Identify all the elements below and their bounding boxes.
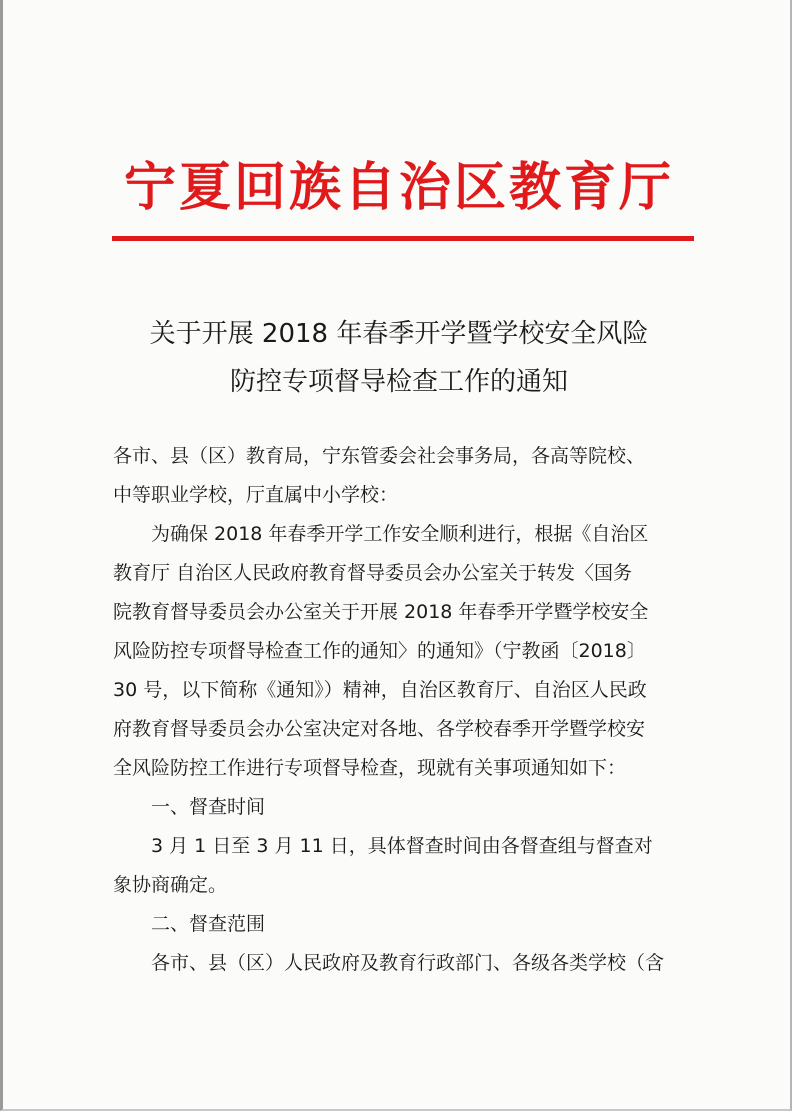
paragraph-1-line-6: 府教育督导委员会办公室决定对各地、各学校春季开学暨学校安 — [113, 718, 646, 740]
document-title-line-2: 防控专项督导检查工作的通知 — [229, 367, 568, 397]
paragraph-1-line-3: 院教育督导委员会办公室关于开展 2018 年春季开学暨学校安全 — [113, 601, 649, 623]
document-title-line-1: 关于开展 2018 年春季开学暨学校安全风险 — [149, 319, 649, 349]
paragraph-1-line-4: 风险防控专项督导检查工作的通知〉的通知》（宁教函〔2018〕 — [113, 640, 646, 662]
addressee-line-1: 各市、县（区）教育局，宁东管委会社会事务局，各高等院校、 — [113, 445, 646, 467]
section-2-line-1: 各市、县（区）人民政府及教育行政部门、各级各类学校（含 — [151, 952, 665, 974]
addressee-line-2: 中等职业学校，厅直属中小学校： — [113, 484, 399, 506]
paragraph-1-line-7: 全风险防控工作进行专项督导检查，现就有关事项通知如下： — [113, 757, 627, 779]
paragraph-1-line-2: 教育厅 自治区人民政府教育督导委员会办公室关于转发〈国务 — [113, 562, 633, 584]
paragraph-1-line-5: 30 号，以下简称《通知》）精神，自治区教育厅、自治区人民政 — [113, 679, 647, 701]
paragraph-1-line-1: 为确保 2018 年春季开学工作安全顺利进行，根据《自治区 — [151, 523, 649, 545]
section-1-heading: 一、督查时间 — [151, 796, 266, 818]
section-2-heading: 二、督查范围 — [151, 913, 266, 935]
section-1-line-1: 3 月 1 日至 3 月 11 日，具体督查时间由各督查组与督查对 — [151, 835, 653, 857]
letterhead-title: 宁夏回族自治区教育厅 — [123, 158, 674, 218]
section-1-line-2: 象协商确定。 — [113, 874, 228, 896]
document-body — [113, 437, 685, 983]
letterhead-red-rule — [112, 236, 694, 241]
